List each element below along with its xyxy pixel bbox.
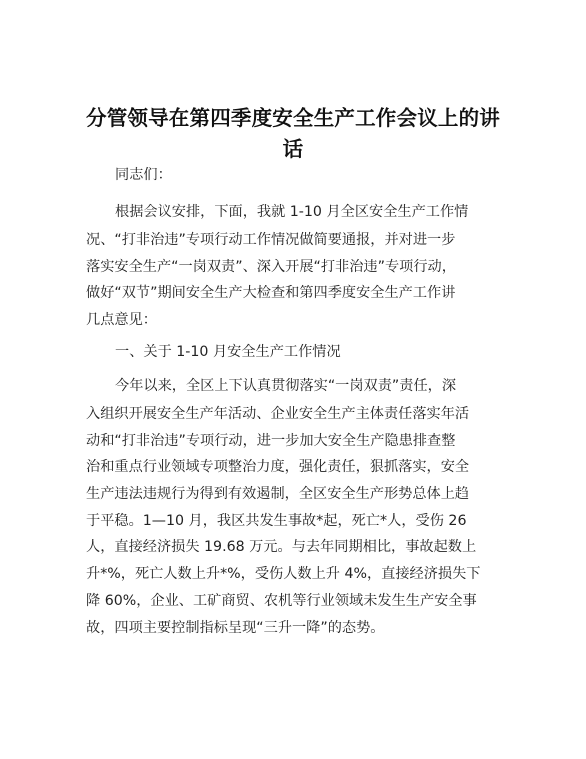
paragraph2-line-8: 升*%，死亡人数上升*%，受伤人数上升 4%，直接经济损失下 [86,566,481,582]
paragraph2-line-4: 治和重点行业领域专项整治力度，强化责任，狠抓落实，安全 [86,459,470,475]
section-heading: 一、关于 1-10 月安全生产工作情况 [115,344,341,360]
paragraph2-line-6: 于平稳。1—10 月，我区共发生事故*起，死亡*人，受伤 26 [86,513,467,529]
paragraph1-line-3: 落实安全生产“一岗双责”、深入开展“打非治违”专项行动， [86,259,456,275]
title-line-1: 分管领导在第四季度安全生产工作会议上的讲 [86,106,500,130]
paragraph1-line-4: 做好“双节”期间安全生产大检查和第四季度安全生产工作讲 [86,285,456,301]
paragraph2-line-9: 降 60%，企业、工矿商贸、农机等行业领域未发生生产安全事 [86,593,477,609]
salutation: 同志们： [115,167,172,183]
paragraph2-line-5: 生产违法违规行为得到有效遏制，全区安全生产形势总体上趋 [86,486,470,502]
paragraph2-line-2: 入组织开展安全生产年活动、企业安全生产主体责任落实年活 [86,406,470,422]
title-line-2: 话 [282,137,304,161]
paragraph2-line-3: 动和“打非治违”专项行动，进一步加大安全生产隐患排查整 [86,433,456,449]
paragraph2-line-10: 故，四项主要控制指标呈现“三升一降”的态势。 [86,620,385,636]
paragraph1-line-2: 况、“打非治违”专项行动工作情况做简要通报，并对进一步 [86,232,456,248]
paragraph2-line-1: 今年以来，全区上下认真贯彻落实“一岗双责”责任，深 [115,378,457,394]
paragraph2-line-7: 人，直接经济损失 19.68 万元。与去年同期相比，事故起数上 [86,539,477,555]
paragraph1-line-5: 几点意见： [86,312,157,328]
paragraph1-line-1: 根据会议安排，下面，我就 1-10 月全区安全生产工作情 [115,204,469,220]
document-title [86,103,500,165]
